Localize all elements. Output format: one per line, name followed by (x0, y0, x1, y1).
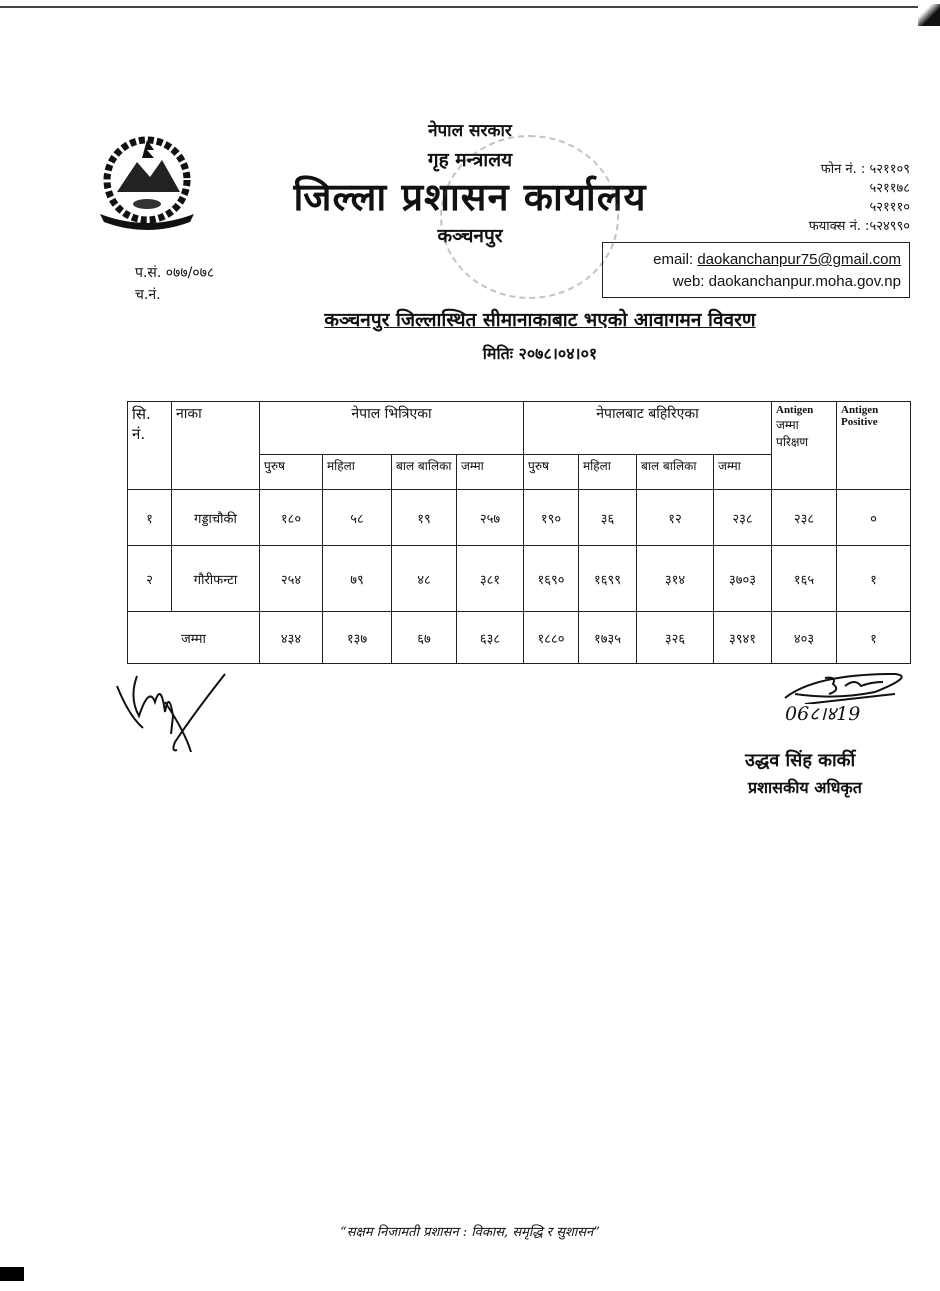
cell-in-female: ७९ (323, 546, 392, 612)
subheader-total: जम्मा (714, 455, 772, 490)
header-sn: सि. नं. (128, 402, 172, 490)
cell-in-female: १३७ (323, 612, 392, 664)
footer-motto: “सक्षम निजामती प्रशासन : विकास, समृद्धि र सुशासन” (340, 1225, 600, 1240)
cell-in-children: ४८ (392, 546, 457, 612)
table-row (128, 546, 911, 612)
subheader-female: महिला (579, 455, 637, 490)
cell-checkpoint: गौरीफन्टा (172, 546, 260, 612)
cell-antigen-positive: ० (837, 490, 911, 546)
cell-in-male: १८० (260, 490, 323, 546)
scan-corner-mark (0, 1267, 24, 1281)
cell-out-total: २३८ (714, 490, 772, 546)
district-name: कञ्चनपुर (437, 225, 503, 247)
cell-out-male: १८८० (524, 612, 579, 664)
cell-out-male: १६९० (524, 546, 579, 612)
header-antigen-total (772, 402, 837, 490)
cell-antigen-tests: २३८ (772, 490, 837, 546)
table-row (128, 490, 911, 546)
cell-out-children: ३१४ (637, 546, 714, 612)
phone-number: ५२११७८ (869, 181, 910, 196)
office-seal-stamp (440, 135, 619, 299)
subheader-children: बाल बालिका (637, 455, 714, 490)
phone-label: फोन नं. : (820, 162, 866, 177)
cell-checkpoint: गड्डाचौकी (172, 490, 260, 546)
header-outgoing: नेपालबाट बहिरिएका (524, 402, 772, 455)
handwritten-signature-left (115, 672, 235, 754)
phone-number: ५२१११० (869, 200, 910, 215)
subheader-male: पुरुष (260, 455, 323, 490)
scan-corner-mark (918, 4, 940, 26)
header-incoming: नेपाल भित्रिएका (260, 402, 524, 455)
border-movement-table (127, 401, 911, 664)
contact-box (602, 242, 910, 298)
cell-out-male: १९० (524, 490, 579, 546)
fax-label: फयाक्स नं. : (808, 219, 870, 234)
email-link[interactable]: daokanchanpur75@gmail.com (697, 251, 901, 268)
reference-block (135, 262, 214, 306)
cell-in-total: २५७ (457, 490, 524, 546)
contact-numbers (720, 160, 910, 236)
government-name: नेपाल सरकार (428, 121, 512, 141)
cell-in-total: ६३८ (457, 612, 524, 664)
cell-sn: २ (128, 546, 172, 612)
cell-in-children: १९ (392, 490, 457, 546)
signer-name: उद्धव सिंह कार्की (745, 750, 856, 771)
dispatch-number: च.नं. (135, 287, 161, 303)
cell-sn: १ (128, 490, 172, 546)
ministry-name: गृह मन्त्रालय (427, 149, 513, 171)
phone-number: ५२११०९ (869, 162, 910, 177)
cell-out-children: १२ (637, 490, 714, 546)
cell-out-female: १६९९ (579, 546, 637, 612)
subheader-male: पुरुष (524, 455, 579, 490)
antigen-total-label: जम्मा परिक्षण (776, 418, 809, 449)
subheader-female: महिला (323, 455, 392, 490)
handwritten-signature-right (775, 668, 915, 704)
cell-in-male: २५४ (260, 546, 323, 612)
cell-out-children: ३२६ (637, 612, 714, 664)
scan-edge-line (0, 6, 940, 8)
table-header-row (128, 402, 911, 455)
cell-out-total: ३९४१ (714, 612, 772, 664)
header-checkpoint: नाका (172, 402, 260, 490)
cell-total-label: जम्मा (128, 612, 260, 664)
cell-out-total: ३७०३ (714, 546, 772, 612)
subheader-total: जम्मा (457, 455, 524, 490)
email-label: email: (653, 251, 694, 268)
cell-antigen-tests: ४०३ (772, 612, 837, 664)
cell-antigen-positive: १ (837, 546, 911, 612)
antigen-label: Antigen (776, 404, 814, 416)
fax-number: ५२४९९० (869, 219, 910, 234)
table-total-row (128, 612, 911, 664)
reference-number: प.सं. ०७७/०७८ (135, 265, 215, 281)
cell-out-female: ३६ (579, 490, 637, 546)
signer-designation: प्रशासकीय अधिकृत (748, 778, 862, 797)
web-label: web: (672, 273, 705, 290)
header-antigen-positive: Antigen Positive (837, 402, 911, 490)
cell-antigen-positive: १ (837, 612, 911, 664)
cell-in-male: ४३४ (260, 612, 323, 664)
web-link[interactable]: daokanchanpur.moha.gov.np (708, 273, 901, 290)
subheader-children: बाल बालिका (392, 455, 457, 490)
report-title: कञ्चनपुर जिल्लास्थित सीमानाकाबाट भएको आवागमन विवरण (324, 309, 756, 331)
cell-out-female: १७३५ (579, 612, 637, 664)
cell-antigen-tests: १६५ (772, 546, 837, 612)
report-title-wrap (0, 306, 940, 332)
cell-in-children: ६७ (392, 612, 457, 664)
report-date: मितिः २०७८।०४।०१ (482, 344, 598, 363)
cell-in-female: ५८ (323, 490, 392, 546)
signature-date: 06८।४19 (785, 703, 861, 725)
office-name: जिल्ला प्रशासन कार्यालय (293, 174, 647, 219)
cell-in-total: ३८१ (457, 546, 524, 612)
